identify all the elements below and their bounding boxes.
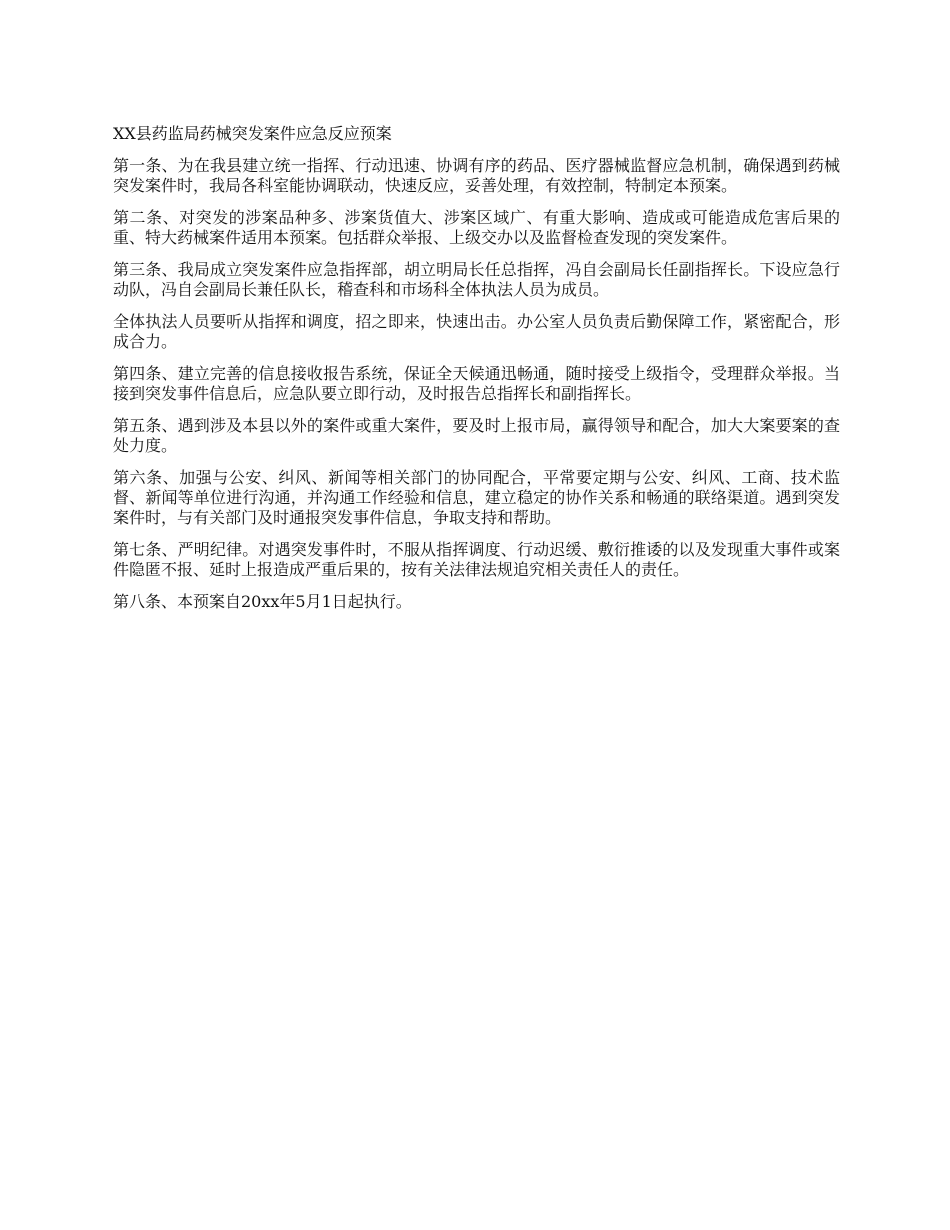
paragraph-article-5: 第五条、遇到涉及本县以外的案件或重大案件，要及时上报市局，赢得领导和配合，加大大案要案的查处力度。 (113, 416, 840, 455)
paragraph-article-8: 第八条、本预案自20xx年5月1日起执行。 (113, 592, 412, 611)
paragraph-article-6: 第六条、加强与公安、纠风、新闻等相关部门的协同配合，平常要定期与公安、纠风、工商、技术监督、新闻等单位进行沟通，并沟通工作经验和信息，建立稳定的协作关系和畅通的联络渠道。遇到突发案件时，与有关部门及时通报突发事件信息，争取支持和帮助。 (113, 468, 840, 527)
document-page (113, 124, 840, 624)
paragraph-article-1: 第一条、为在我县建立统一指挥、行动迅速、协调有序的药品、医疗器械监督应急机制，确保遇到药械突发案件时，我局各科室能协调联动，快速反应，妥善处理，有效控制，特制定本预案。 (113, 156, 840, 195)
paragraph-article-2: 第二条、对突发的涉案品种多、涉案货值大、涉案区域广、有重大影响、造成或可能造成危害后果的重、特大药械案件适用本预案。包括群众举报、上级交办以及监督检查发现的突发案件。 (113, 208, 840, 247)
paragraph-article-3: 第三条、我局成立突发案件应急指挥部，胡立明局长任总指挥，冯自会副局长任副指挥长。下设应急行动队，冯自会副局长兼任队长，稽查科和市场科全体执法人员为成员。 (113, 260, 840, 299)
paragraph-article-7: 第七条、严明纪律。对遇突发事件时，不服从指挥调度、行动迟缓、敷衍推诿的以及发现重大事件或案件隐匿不报、延时上报造成严重后果的，按有关法律法规追究相关责任人的责任。 (113, 540, 840, 579)
paragraph-article-4: 第四条、建立完善的信息接收报告系统，保证全天候通迅畅通，随时接受上级指令，受理群众举报。当接到突发事件信息后，应急队要立即行动，及时报告总指挥长和副指挥长。 (113, 364, 840, 403)
paragraph-article-3-continued: 全体执法人员要听从指挥和调度，招之即来，快速出击。办公室人员负责后勤保障工作，紧密配合，形成合力。 (113, 312, 840, 351)
document-title: XX县药监局药械突发案件应急反应预案 (113, 124, 392, 143)
